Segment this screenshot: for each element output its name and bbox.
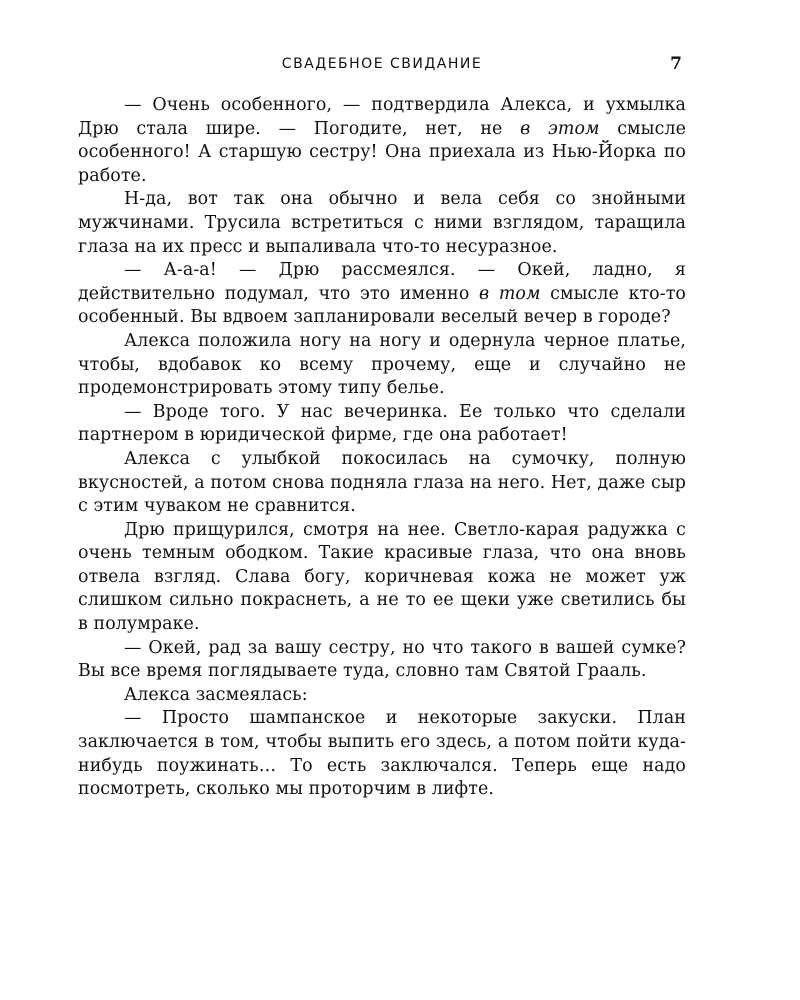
- book-title: СВАДЕБНОЕ СВИДАНИЕ: [281, 56, 483, 72]
- paragraph: — Окей, рад за вашу сестру, но что такого в вашей сумке? Вы все время поглядываете туда, словно там Святой Грааль.: [78, 637, 686, 682]
- page-number: 7: [670, 54, 682, 74]
- body-text: [78, 94, 686, 802]
- paragraph: Алекса засмеялась:: [124, 684, 308, 705]
- paragraph: Алекса с улыбкой покосилась на сумочку, полную вкусностей, а потом снова подняла глаза на него. Нет, даже сыр с этим чуваком не сравнится.: [78, 448, 686, 517]
- paragraph: — Очень особенного, — подтвердила Алекса, и ухмылка Дрю стала шире. — Погодите, нет, не в этом смысле особенного! А старшую сестру! Она приехала из Нью-Йорка по работе.: [78, 95, 687, 186]
- paragraph: Дрю прищурился, смотря на нее. Светло-карая радужка с очень темным ободком. Такие красивые глаза, что она вновь отвела взгляд. Слава богу, коричневая кожа не может уж слишком сильно покраснеть, а не то ее щеки уже светились бы в полумраке.: [78, 519, 686, 635]
- paragraph: — Просто шампанское и некоторые закуски. План заключается в том, чтобы выпить его здесь, а потом пойти куда-нибудь поужинать… То есть заключался. Теперь еще надо посмотреть, сколько мы проторчим в лифте.: [78, 708, 686, 800]
- running-head: [78, 54, 686, 74]
- paragraph: — Вроде того. У нас вечеринка. Ее только что сделали партнером в юридической фирме, где она работает!: [78, 401, 686, 446]
- paragraph: — А-а-а! — Дрю рассмеялся. — Окей, ладно, я действительно подумал, что это именно в том смысле кто-то особенный. Вы вдвоем запланировали веселый вечер в городе?: [78, 260, 687, 328]
- paragraph: Алекса положила ногу на ногу и одернула черное платье, чтобы, вдобавок ко всему прочему, еще и случайно не продемонстрировать этому типу белье.: [78, 330, 686, 399]
- paragraph: Н-да, вот так она обычно и вела себя со знойными мужчинами. Трусила встретиться с ними взглядом, таращила глаза на их пресс и выпаливала что-то несуразное.: [78, 189, 686, 257]
